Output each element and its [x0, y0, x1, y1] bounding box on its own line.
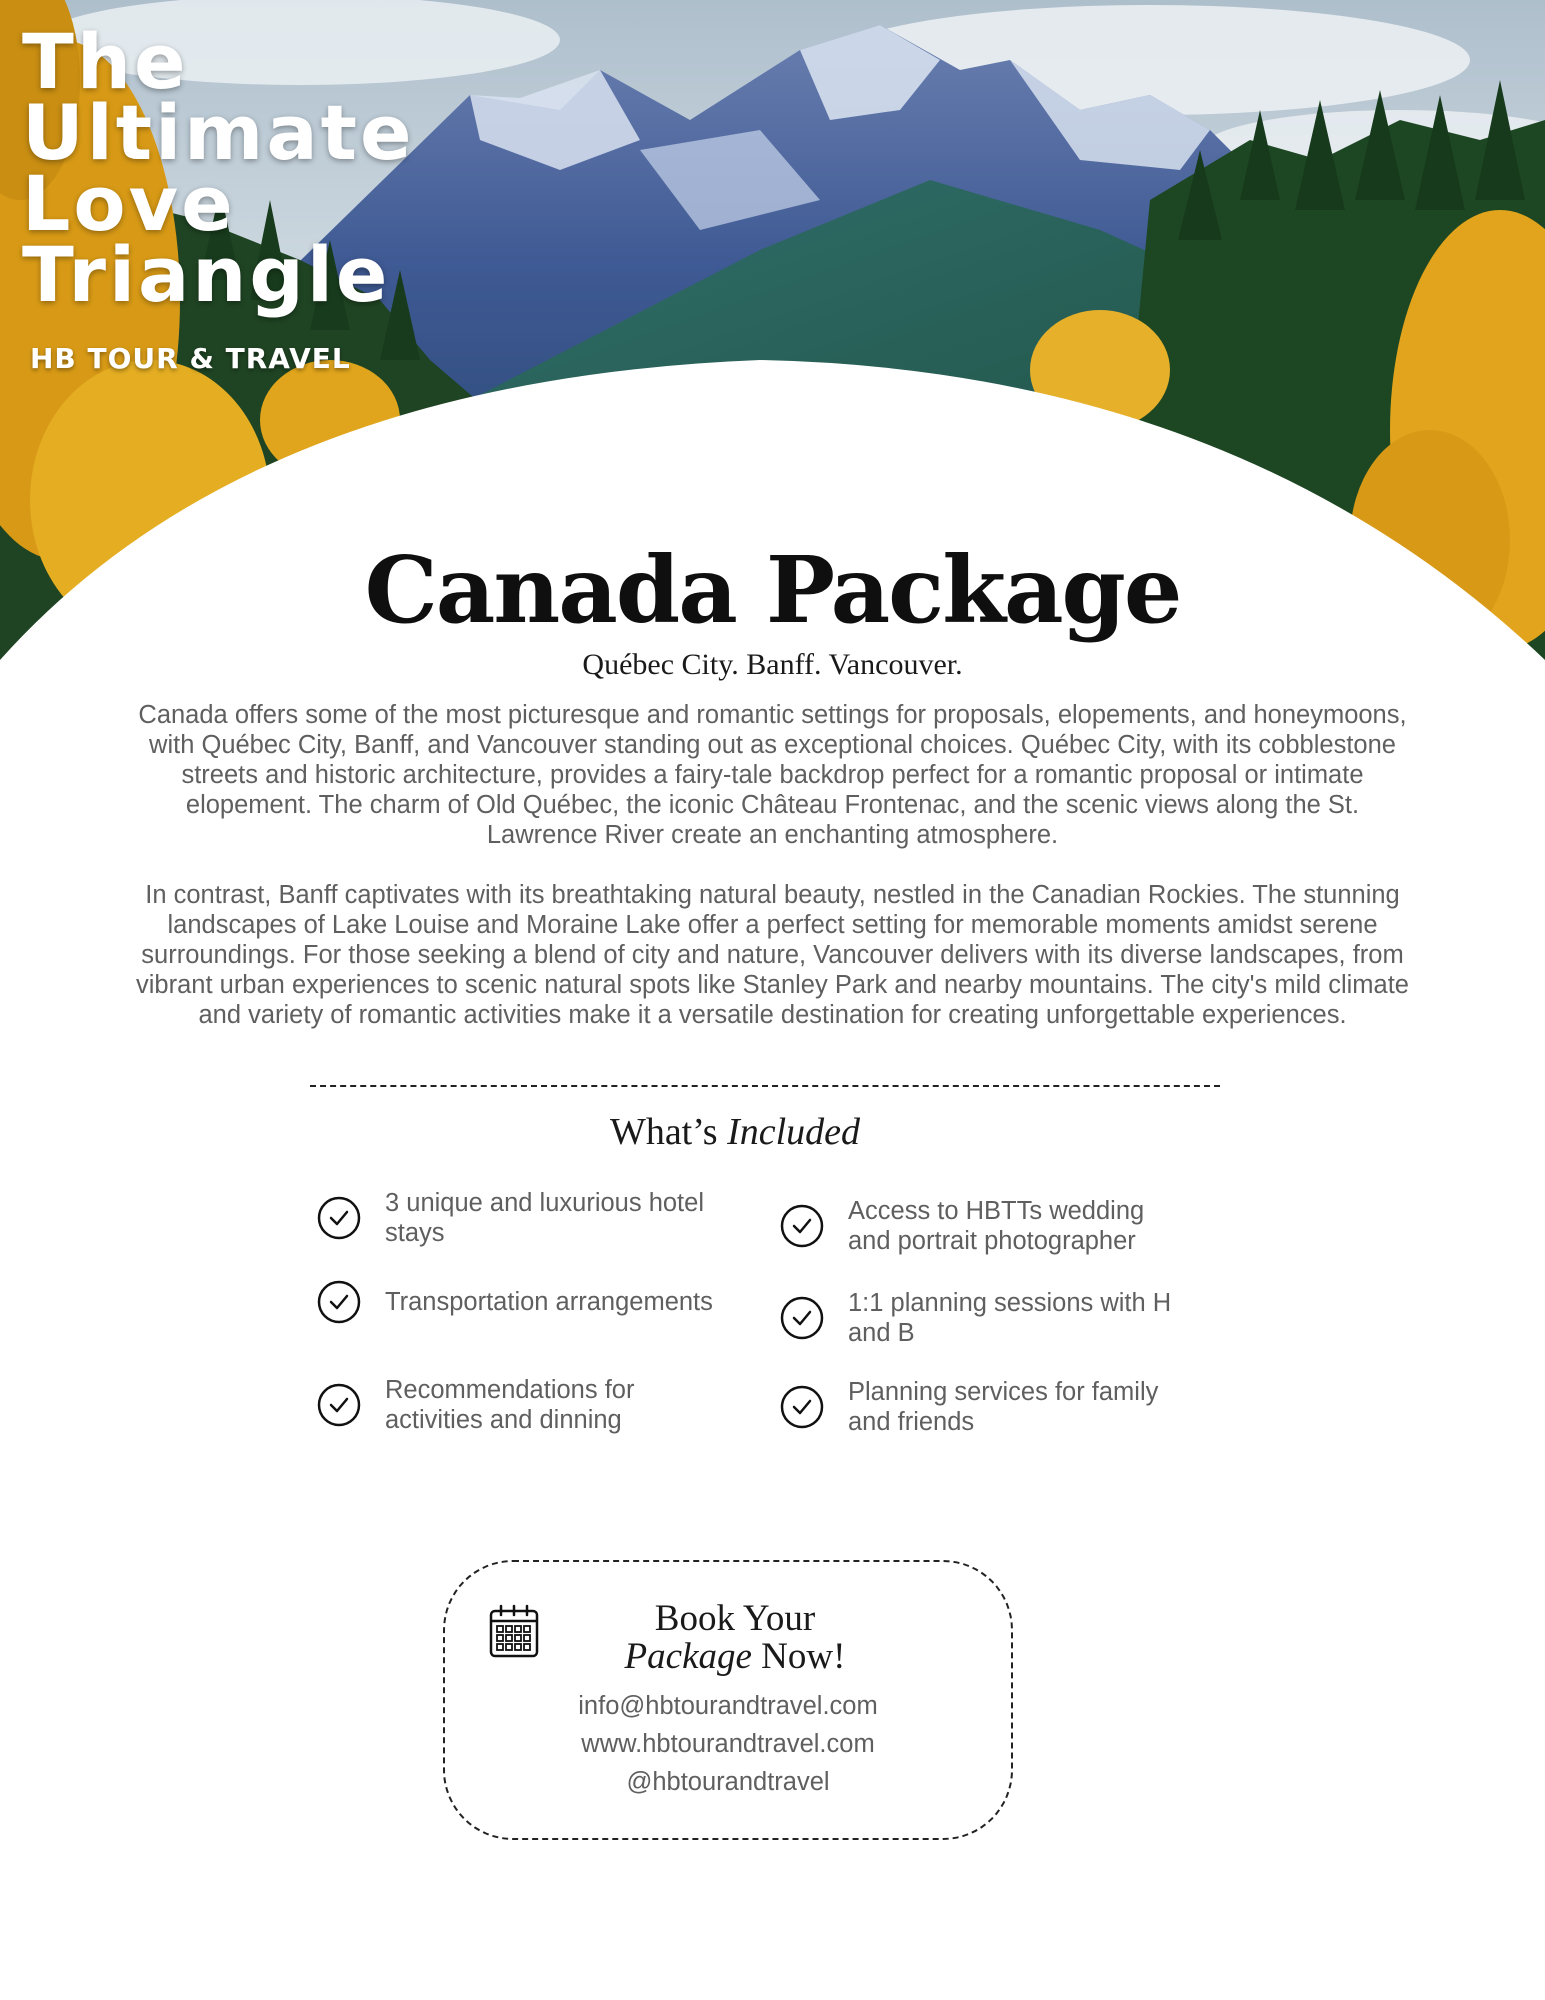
included-item-label: 3 unique and luxurious hotel stays — [385, 1189, 704, 1247]
check-circle-icon — [317, 1280, 361, 1324]
page-title: Canada Package — [364, 536, 1181, 644]
description-paragraph: In contrast, Banff captivates with its breathtaking natural beauty, nestled in the Canadian Rockies. The stunning landscapes of Lake Louise and Moraine Lake offer a perfect setting for memorable moments amidst serene surroundings. For those seeking a blend of city and nature, Vancouver delivers with its diverse landscapes, from vibrant urban experiences to scenic natural spots like Stanley Park and nearby mountains. The city's mild climate and variety of romantic activities make it a versatile destination for creating unforgettable experiences. — [136, 881, 1409, 1029]
included-item-label: Recommendations for activities and dinning — [385, 1376, 635, 1434]
check-circle-icon — [317, 1383, 361, 1427]
contact-website[interactable]: www.hbtourandtravel.com — [581, 1730, 875, 1758]
hero-title-line: Triangle — [22, 230, 391, 319]
booking-card — [443, 1560, 1013, 1840]
check-circle-icon — [780, 1204, 824, 1248]
page-subtitle: Québec City. Banff. Vancouver. — [582, 648, 963, 681]
included-item — [780, 1196, 1180, 1256]
hero-title-line: The — [22, 17, 189, 106]
hero-title-line: Love — [22, 159, 236, 248]
calendar-icon — [489, 1604, 539, 1658]
included-heading-plain: What’s — [609, 1111, 728, 1153]
hero-title — [22, 17, 582, 319]
brand-name: HB TOUR & TRAVEL — [30, 342, 351, 375]
included-item-label: Planning services for family and friends — [848, 1378, 1159, 1436]
description — [135, 700, 1410, 1060]
check-circle-icon — [780, 1296, 824, 1340]
booking-title-end: Now! — [751, 1636, 846, 1677]
contact-email[interactable]: info@hbtourandtravel.com — [578, 1692, 878, 1720]
hero-title-line: Ultimate — [22, 88, 415, 177]
description-paragraph: Canada offers some of the most picturesque and romantic settings for proposals, elopements, and honeymoons, with Québec City, Banff, and Vancouver standing out as exceptional choices. Québec City, with its cobblestone streets and historic architecture, provides a fairy-tale backdrop perfect for a romantic proposal or intimate elopement. The charm of Old Québec, the iconic Château Frontenac, and the scenic views along the St. Lawrence River create an enchanting atmosphere. — [138, 701, 1407, 849]
booking-title-italic: Package — [624, 1636, 752, 1677]
included-heading — [0, 1110, 1470, 1154]
booking-title — [585, 1600, 885, 1676]
included-item — [780, 1288, 1180, 1348]
included-heading-italic: Included — [727, 1111, 861, 1153]
included-item-label: 1:1 planning sessions with H and B — [848, 1289, 1172, 1347]
included-item — [317, 1188, 717, 1248]
divider — [310, 1085, 1220, 1087]
included-item-label: Transportation arrangements — [385, 1288, 713, 1316]
included-item — [317, 1280, 717, 1324]
included-item — [780, 1377, 1180, 1437]
booking-title-line1: Book Your — [654, 1598, 816, 1639]
contact-social-handle[interactable]: @hbtourandtravel — [626, 1768, 830, 1796]
included-item-label: Access to HBTTs wedding and portrait photographer — [848, 1197, 1145, 1255]
included-item — [317, 1375, 717, 1435]
booking-title-line2 — [585, 1638, 885, 1676]
check-circle-icon — [780, 1385, 824, 1429]
check-circle-icon — [317, 1196, 361, 1240]
